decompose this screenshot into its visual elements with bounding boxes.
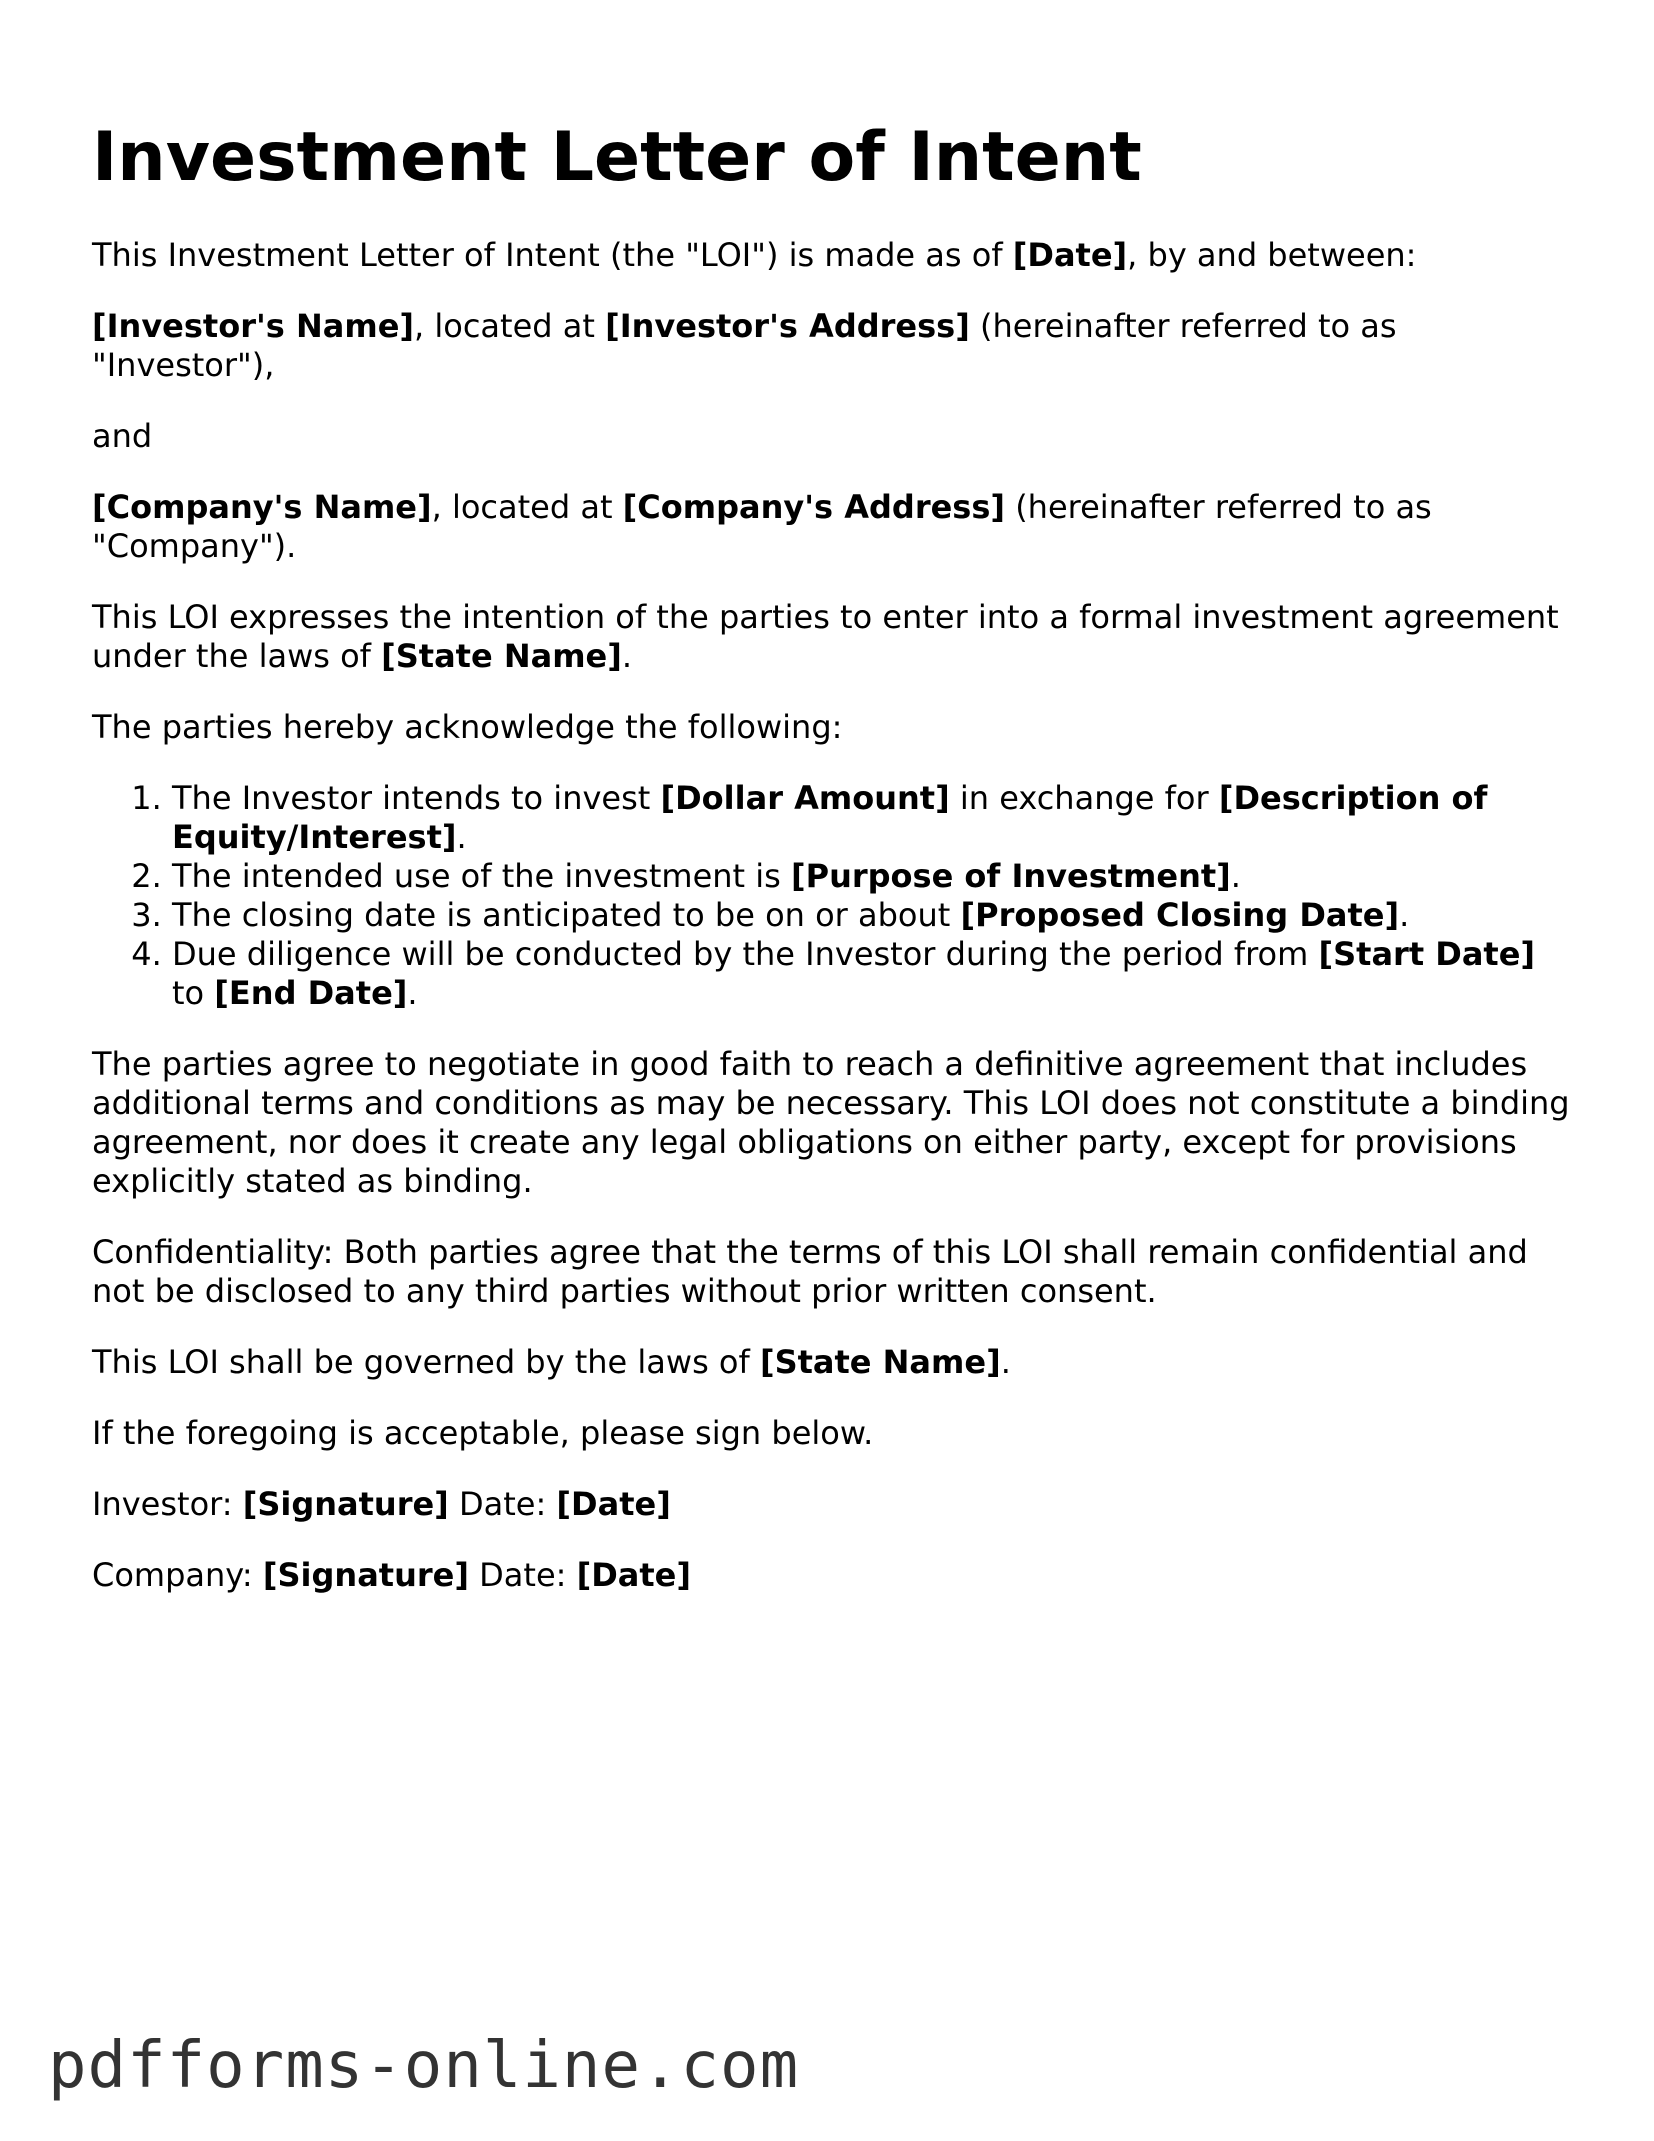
company-name-placeholder: [Company's Name] <box>92 488 432 526</box>
acknowledge-paragraph: The parties hereby acknowledge the following: <box>92 708 843 746</box>
list-item-4-text-2: to <box>172 974 215 1012</box>
company-party-paragraph <box>92 488 1572 566</box>
equity-description-placeholder: [Description of Equity/Interest] <box>172 779 1488 856</box>
company-date-placeholder: [Date] <box>576 1556 691 1594</box>
list-item <box>172 896 1572 935</box>
intro-date-placeholder: [Date] <box>1012 236 1128 274</box>
governing-law-paragraph <box>92 1343 1572 1382</box>
investor-signature-label: Investor: <box>92 1485 243 1523</box>
document-body <box>92 118 1572 1627</box>
investor-party-paragraph <box>92 307 1572 385</box>
governing-text-2: . <box>1000 1343 1011 1381</box>
purpose-state-placeholder: [State Name] <box>381 637 622 675</box>
company-signature-line <box>92 1556 1572 1595</box>
purpose-text-1: This LOI expresses the intention of the parties to enter into a formal investment agreement under the laws of <box>92 598 1559 675</box>
confidentiality-paragraph: Confidentiality: Both parties agree that the terms of this LOI shall remain confidential and not be disclosed to any third parties without prior written consent. <box>92 1233 1528 1310</box>
company-party-text-1: , located at <box>431 488 623 526</box>
list-item-4-text-3: . <box>407 974 418 1012</box>
company-address-placeholder: [Company's Address] <box>622 488 1006 526</box>
investor-party-text-1: , located at <box>414 307 606 345</box>
list-item <box>172 857 1572 896</box>
investor-date-label: Date: <box>448 1485 557 1523</box>
end-date-placeholder: [End Date] <box>214 974 408 1012</box>
document-title: Investment Letter of Intent <box>92 118 1142 197</box>
list-item-1-text-1: The Investor intends to invest <box>172 779 661 817</box>
intro-text-1: This Investment Letter of Intent (the "LOI") is made as of <box>92 236 1013 274</box>
purpose-text-2: . <box>621 637 633 675</box>
start-date-placeholder: [Start Date] <box>1318 935 1536 973</box>
list-item-1-text-2: in exchange for <box>949 779 1219 817</box>
intro-text-2: , by and between: <box>1127 236 1417 274</box>
list-item-3-text-1: The closing date is anticipated to be on or about <box>172 896 961 934</box>
company-signature-label: Company: <box>92 1556 263 1594</box>
watermark-footer: pdfforms-online.com <box>48 2029 800 2103</box>
closing-date-placeholder: [Proposed Closing Date] <box>960 896 1400 934</box>
investor-party-text-2: (hereinafter referred to as "Investor"), <box>92 307 1397 384</box>
investor-address-placeholder: [Investor's Address] <box>605 307 970 345</box>
sign-below-paragraph: If the foregoing is acceptable, please sign below. <box>92 1414 874 1452</box>
governing-text-1: This LOI shall be governed by the laws of <box>92 1343 760 1381</box>
and-paragraph: and <box>92 417 153 455</box>
dollar-amount-placeholder: [Dollar Amount] <box>660 779 950 817</box>
purpose-paragraph <box>92 598 1572 676</box>
list-item-2-text-1: The intended use of the investment is <box>172 857 791 895</box>
list-item-4-text-1: Due diligence will be conducted by the Investor during the period from <box>172 935 1319 973</box>
company-party-text-2: (hereinafter referred to as "Company"). <box>92 488 1432 565</box>
list-item <box>172 935 1572 1013</box>
intro-paragraph <box>92 236 1572 275</box>
list-item-2-text-2: . <box>1230 857 1241 895</box>
governing-state-placeholder: [State Name] <box>759 1343 1001 1381</box>
investor-date-placeholder: [Date] <box>556 1485 671 1523</box>
investor-signature-line <box>92 1485 1572 1524</box>
list-item-3-text-2: . <box>1399 896 1410 934</box>
negotiate-paragraph: The parties agree to negotiate in good faith to reach a definitive agreement that includes additional terms and conditions as may be necessary. This LOI does not constitute a binding agreement, nor does it create any legal obligations on either party, except for provisions explicitly stated as binding. <box>92 1045 1570 1200</box>
investor-signature-placeholder: [Signature] <box>242 1485 449 1523</box>
list-item <box>172 779 1572 857</box>
investor-name-placeholder: [Investor's Name] <box>92 307 415 345</box>
purpose-of-investment-placeholder: [Purpose of Investment] <box>790 857 1231 895</box>
terms-list <box>92 779 1572 1013</box>
company-signature-placeholder: [Signature] <box>262 1556 469 1594</box>
company-date-label: Date: <box>468 1556 577 1594</box>
list-item-1-text-3: . <box>456 818 467 856</box>
